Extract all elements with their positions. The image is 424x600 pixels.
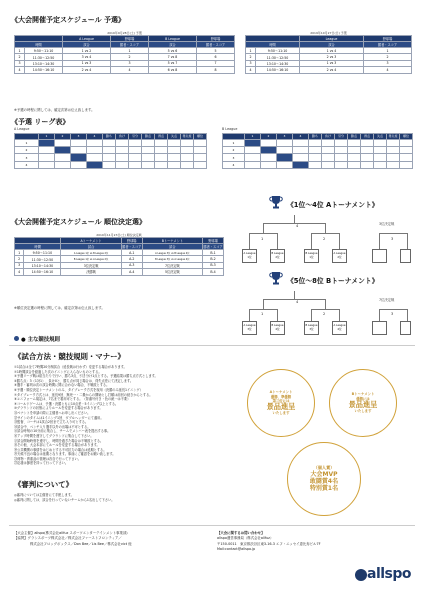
col-header: 勝ち <box>103 134 116 140</box>
bracket-slot: A League 4位 <box>332 321 347 335</box>
divider <box>9 345 415 346</box>
cell: 4 <box>364 67 412 73</box>
league-table-b <box>222 133 413 169</box>
col-header: 勝者・スコア <box>197 42 235 48</box>
col-header: 勝者・スコア <box>122 245 142 249</box>
cell: 2 vs 4 <box>63 67 111 73</box>
cell: 5 vs 6 <box>149 48 197 54</box>
cell: 14:50〜16:10 <box>256 67 300 73</box>
judge-line: ◎審判については主催者にて手配します。 <box>14 493 74 497</box>
organizer-info <box>14 531 214 547</box>
trophy-icon <box>269 195 283 209</box>
table-row <box>223 146 413 153</box>
rule-line: ㉑荷物・貴重品の管理は各自で行って下さい。 <box>14 456 81 461</box>
col-header: 得点 <box>155 134 168 140</box>
rule-line: ⑧ユニフォーム規定は、7名まで着用可とする。（背番号付き・色の統一は不要） <box>14 397 131 402</box>
cell: 1 vs 3 <box>63 60 111 66</box>
cell: 1 <box>111 48 149 54</box>
cell: 3 <box>15 262 24 268</box>
col-header: 得失差 <box>182 134 192 139</box>
row-label: 2 <box>223 146 245 153</box>
footer-line: 【協賛】グランスポーツ株式会社／株式会社ファーストフロンティア／ <box>14 536 122 541</box>
league-caption-b: B League <box>222 127 238 131</box>
rule-line: ⑱その他、大会本部にてルールを変更する場合があります。 <box>14 443 100 448</box>
rules-heading: ● 主な競技規則 <box>21 337 60 343</box>
col-header: 順位 <box>400 134 413 140</box>
field-label: 野球場 <box>197 36 235 42</box>
footer-line: allspo運営事務局（株式会社allfuz） <box>217 536 274 541</box>
third-place-label: 3位決定戦 <box>379 222 395 226</box>
row-label: 4 <box>223 161 245 168</box>
bracket-slot <box>372 249 387 263</box>
col-header: 2 <box>55 134 71 140</box>
seventh-place-label: 7位決定戦 <box>379 298 395 302</box>
bracket-number: 3 <box>391 312 394 316</box>
table-row <box>15 146 207 153</box>
row-label: 2 <box>15 146 39 153</box>
rule-line: ⑲公共機関の事情をはじめとする不可抗力の場合は延期とする。 <box>14 447 107 452</box>
cell: 3 <box>364 60 412 66</box>
table-row <box>15 161 207 168</box>
cell: 1 vs 4 <box>300 48 364 54</box>
bracket-slot: B League 4位 <box>270 321 285 335</box>
col-header: 試合 <box>149 42 197 48</box>
medal-line: 大会MVP <box>310 470 338 478</box>
league-label: Bトーナメント <box>142 238 202 244</box>
col-header: 4 <box>87 134 103 140</box>
cell: 11:30〜12:50 <box>25 54 63 60</box>
footer-line: 【大会に関するお問い合わせ】 <box>217 531 265 535</box>
col-header: 3 <box>71 134 87 140</box>
cell: 11:30〜12:50 <box>256 54 300 60</box>
cell: 13:10〜14:30 <box>25 60 63 66</box>
rules-title: 《試合方法・競技規則・マナー》 <box>14 352 125 361</box>
table-row <box>15 154 207 161</box>
cell: B League 1位 vs A League 2位 <box>61 256 121 262</box>
bracket-slot: A League 2位 <box>332 249 347 263</box>
cell: 2 <box>15 256 24 262</box>
rule-line: ⑨コールドゲームは、予選・決勝ともに10点差・5イニング以上とする。 <box>14 401 119 406</box>
bracket-number: 2 <box>323 237 326 241</box>
tournament-a-title: 《1位〜4位 Aトーナメント》 <box>287 201 379 209</box>
rule-line: ⑩グラウンドの状態によりルールを変更する場合があります。 <box>14 406 103 411</box>
ranking-schedule <box>14 233 224 276</box>
rule-line: ④勝ち点：3（1対1）、負け0と、勝ち点が同じ場合は、得失点差にて決定します。 <box>14 378 134 383</box>
cell: 3 <box>15 60 25 66</box>
cell: 4 <box>111 67 149 73</box>
cell: B-4 <box>203 269 224 275</box>
footer-line: 株式会社フロッグボックス／Don Bee／Lis Bee／株式会社vict 他 <box>30 541 132 546</box>
cell: 6 <box>197 54 235 60</box>
cell: 9:50〜11:10 <box>24 250 61 256</box>
bracket-slot: B League 1位 <box>304 249 319 263</box>
medal-line: Bトーナメント <box>351 392 375 397</box>
cell: 1 vs 2 <box>63 48 111 54</box>
cell: A-2 <box>121 256 142 262</box>
bracket-slot <box>372 321 387 335</box>
bracket-slot <box>400 249 411 263</box>
col-header: 試合 <box>142 244 202 250</box>
col-header: 時間 <box>246 42 300 48</box>
cell: B-2 <box>203 256 224 262</box>
row-label: 4 <box>15 161 39 168</box>
cell: A League 3位 vs B League 4位 <box>142 250 202 256</box>
col-header: 勝者・スコア <box>111 42 149 48</box>
col-header: 引分 <box>129 134 142 140</box>
cell: 14:50〜16:10 <box>24 269 61 275</box>
cell: 3 <box>111 60 149 66</box>
bracket-number: 2 <box>323 312 326 316</box>
rule-line: ⑳天候不良の場合は延期となります。事前にご確認をお願い致します。 <box>14 452 116 457</box>
tournament-b-title: 《5位〜8位 Bトーナメント》 <box>287 277 379 285</box>
table-row <box>223 161 413 168</box>
bracket-number: 3 <box>391 237 394 241</box>
bracket-slot: B League 2位 <box>270 249 285 263</box>
cell: A League 1位 vs B League 2位 <box>61 250 121 256</box>
row-label: 1 <box>15 139 39 146</box>
col-header: 失点 <box>168 134 181 140</box>
cell: 6 vs 8 <box>149 67 197 73</box>
rule-line: ⑦タイブレーク方式とは、延長9回、無死一・二塁からの開始とし打順は前回の続きからとする。 <box>14 392 153 397</box>
table-row <box>15 139 207 146</box>
cell: 7 vs 8 <box>149 54 197 60</box>
field-label: 野球場 <box>111 36 149 42</box>
judge-list <box>14 493 229 502</box>
medal-line: いたします <box>354 409 372 414</box>
cell: A-3 <box>121 262 142 268</box>
medal-big: 特別賞1名 <box>309 484 339 492</box>
col-header: 試合 <box>61 244 121 250</box>
judge-line: ◎審判に関しては、試合を行っていないチームから1名出して下さい。 <box>14 497 115 502</box>
section-title-preliminary: 《大会開催予定スケジュール 予選》 <box>11 16 126 24</box>
medal-line: Aトーナメント <box>269 390 293 395</box>
rule-line: ⑬監督、コーチは1試合2回まで立ち入り可とする。 <box>14 420 89 425</box>
cell: 13:10〜14:30 <box>256 60 300 66</box>
medal-line: （個人賞） <box>313 465 335 471</box>
rule-line: ②1時間試合を経過した次のイニングに入らないものとする。 <box>14 369 102 374</box>
rule-line: ⑰試合開始時刻を遵守し、時間を過ぎた場合は不戦敗とする。 <box>14 438 104 443</box>
cell: 2 <box>364 54 412 60</box>
col-header: 勝ち <box>309 134 322 140</box>
medal-line: 優勝には <box>356 396 370 401</box>
cell: A-1 <box>121 250 142 256</box>
col-header: 1 <box>245 134 261 140</box>
col-header: 引分 <box>335 134 348 140</box>
section-title-ranking: 《大会開催予定スケジュール 順位決定選》 <box>11 218 147 226</box>
cell: 3位決定戦 <box>61 262 121 268</box>
bracket-slot <box>400 321 411 335</box>
table-row <box>15 269 224 275</box>
cell: B-1 <box>203 250 224 256</box>
league-label: League <box>300 36 364 42</box>
medal-line: 第三位には <box>272 399 290 403</box>
cell: B League 3位 vs A League 4位 <box>142 256 202 262</box>
cell: 8 <box>197 67 235 73</box>
cell: 9:50〜11:10 <box>256 48 300 54</box>
medal-big: 景品進呈 <box>266 402 296 412</box>
rule-line: ⑫サインのタイムは1イニング1回、ダブルヘッダーにて適用。 <box>14 415 104 420</box>
col-header: 時間 <box>15 244 61 250</box>
col-header: 勝者・スコア <box>203 245 223 249</box>
row-label: 1 <box>223 139 245 146</box>
field-label: 野球場 <box>121 238 142 244</box>
bracket-slot: A League 3位 <box>242 321 257 335</box>
bracket-number: 4 <box>296 300 299 304</box>
cell: 2 vs 4 <box>300 67 364 73</box>
col-header: 1 <box>39 134 55 140</box>
rule-line: ⑭試合中、ベンチ入り選手以外の出場は不可とする。 <box>14 424 91 429</box>
table-row <box>15 67 235 73</box>
cell: 4 <box>15 67 25 73</box>
bracket-number: 1 <box>261 312 264 316</box>
schedule-caption: 2019年9月28日(土) 予選 <box>107 31 142 35</box>
cell: 2 vs 3 <box>300 54 364 60</box>
cell: 1 <box>246 48 256 54</box>
rule-line: ⑯アップ時間を遵守してグラウンドに集合して下さい。 <box>14 433 94 438</box>
league-label: B League <box>149 36 197 42</box>
col-header: 得点 <box>361 134 374 140</box>
field-label: 野球場 <box>203 238 224 244</box>
cell: 5 vs 7 <box>149 60 197 66</box>
cell: 4 <box>15 269 24 275</box>
cell: 1 <box>15 48 25 54</box>
rule-line: ⑮試合時刻の10分前に集合し、チームでメンバー表を提出する事。 <box>14 429 111 434</box>
col-header: 3 <box>277 134 293 140</box>
footer-line: 【大会主催】allspo(株式会社allfuz スポーツエンターテインメント事業部) <box>14 531 128 535</box>
col-header: 勝者・スコア <box>364 42 412 48</box>
col-header: 負け <box>322 134 335 140</box>
prize-medal-b <box>329 369 397 437</box>
table-row <box>223 154 413 161</box>
bracket-number: 4 <box>296 224 299 228</box>
footer-line: Mail:contact@allspo.jp <box>217 547 256 552</box>
cell: 4 <box>246 67 256 73</box>
col-header: 勝点 <box>348 134 361 140</box>
cell: A-4 <box>121 269 142 275</box>
col-header: 試合 <box>63 42 111 48</box>
trophy-icon <box>269 271 283 285</box>
contact-info <box>217 531 417 553</box>
rule-line: ①1試合は全て7時間20分制試合（延長戦は行わず）変更する場合があります。 <box>14 365 127 369</box>
league-table-a <box>14 133 207 169</box>
cell: 13:10〜14:30 <box>24 262 61 268</box>
cell: 7位決定戦 <box>142 262 202 268</box>
cell: 決勝戦 <box>61 269 121 275</box>
cell: 9:50〜11:10 <box>25 48 63 54</box>
field-label: 野球場 <box>364 36 412 42</box>
brand-logo: allspo <box>367 566 412 582</box>
cell: 3 <box>246 60 256 66</box>
col-header: 2 <box>261 134 277 140</box>
table-row <box>223 139 413 146</box>
col-header: 試合 <box>300 42 364 48</box>
cell: 2 <box>246 54 256 60</box>
medal-line: 優勝、準優勝 <box>270 394 292 399</box>
col-header: 順位 <box>194 134 207 140</box>
preliminary-schedule-right <box>245 31 412 74</box>
league-label: A League <box>63 36 111 42</box>
footer-line: 〒150-0011 東京都渋谷区東3-16-3 エフ・ニッセイ恵比寿ビル7F <box>217 541 321 546</box>
prize-medal-a <box>247 369 315 437</box>
cell: B-3 <box>203 262 224 268</box>
cell: 1 vs 3 <box>300 60 364 66</box>
medal-line: いたします <box>272 411 290 416</box>
row-label: 3 <box>15 154 39 161</box>
col-header: 失点 <box>374 134 387 140</box>
table-row <box>246 67 412 73</box>
section-title-league: 《予選 リーグ表》 <box>11 118 70 126</box>
rules-list <box>14 365 229 466</box>
rule-line: ⑥予選・順位決定トーナメントのみ、タイブレーク方式を採用（決勝のみ延長1イニング） <box>14 387 143 392</box>
col-header: 負け <box>116 134 129 140</box>
bullet-icon <box>14 336 19 341</box>
divider <box>9 525 415 526</box>
row-label: 3 <box>223 154 245 161</box>
col-header: 得失差 <box>388 134 398 139</box>
preliminary-schedule-left <box>14 31 235 74</box>
cell: 2 <box>111 54 149 60</box>
schedule-caption: 2019年10月27日(日) 予選 <box>310 31 347 35</box>
medal-line: 敢闘賞4名 <box>309 477 339 485</box>
col-header: 時間 <box>15 42 63 48</box>
cell: 3 vs 4 <box>63 54 111 60</box>
cell: 14:50〜16:10 <box>25 67 63 73</box>
rule-line: ㉒応援は節度を持って行って下さい。 <box>14 461 69 466</box>
flyer-page <box>9 9 415 591</box>
league-label: Aトーナメント <box>61 238 121 244</box>
cell: 7 <box>197 60 235 66</box>
cell: 5位決定戦 <box>142 269 202 275</box>
cell: 2 <box>15 54 25 60</box>
schedule-caption: 2019年11月23日(土) 順位決定戦 <box>96 233 142 237</box>
cell: 11:30〜12:50 <box>24 256 61 262</box>
logo-mark-icon <box>355 569 367 581</box>
medal-big: 景品進呈 <box>348 400 378 410</box>
col-header: 4 <box>293 134 309 140</box>
preliminary-note: ※予選の時程に関しては、確定次第お伝え致します。 <box>14 108 95 112</box>
rule-line: ③予選リーグ戦は総当たりで行い、勝ち3点、引き分け1点とする。予選結果は勝ち点方式とします。 <box>14 374 158 379</box>
rule-line: ⑤選手・審判は次の試合時間に間に合わない場合、不戦敗とする。 <box>14 383 110 388</box>
bracket-slot: B League 3位 <box>304 321 319 335</box>
bracket-number: 1 <box>261 237 264 241</box>
cell: 5 <box>197 48 235 54</box>
rule-line: ⑪ペナントを申請の際に主催者へお申し出ください。 <box>14 410 91 415</box>
cell: 1 <box>364 48 412 54</box>
bracket-slot: A League 1位 <box>242 249 257 263</box>
ranking-note: ※順位決定選の時程に関しては、確定次第お伝え致します。 <box>14 306 105 310</box>
cell: 1 <box>15 250 24 256</box>
judge-title: 《審判について》 <box>14 480 73 489</box>
prize-medal-individual <box>287 442 361 516</box>
league-caption-a: A League <box>14 127 30 131</box>
col-header: 勝点 <box>142 134 155 140</box>
